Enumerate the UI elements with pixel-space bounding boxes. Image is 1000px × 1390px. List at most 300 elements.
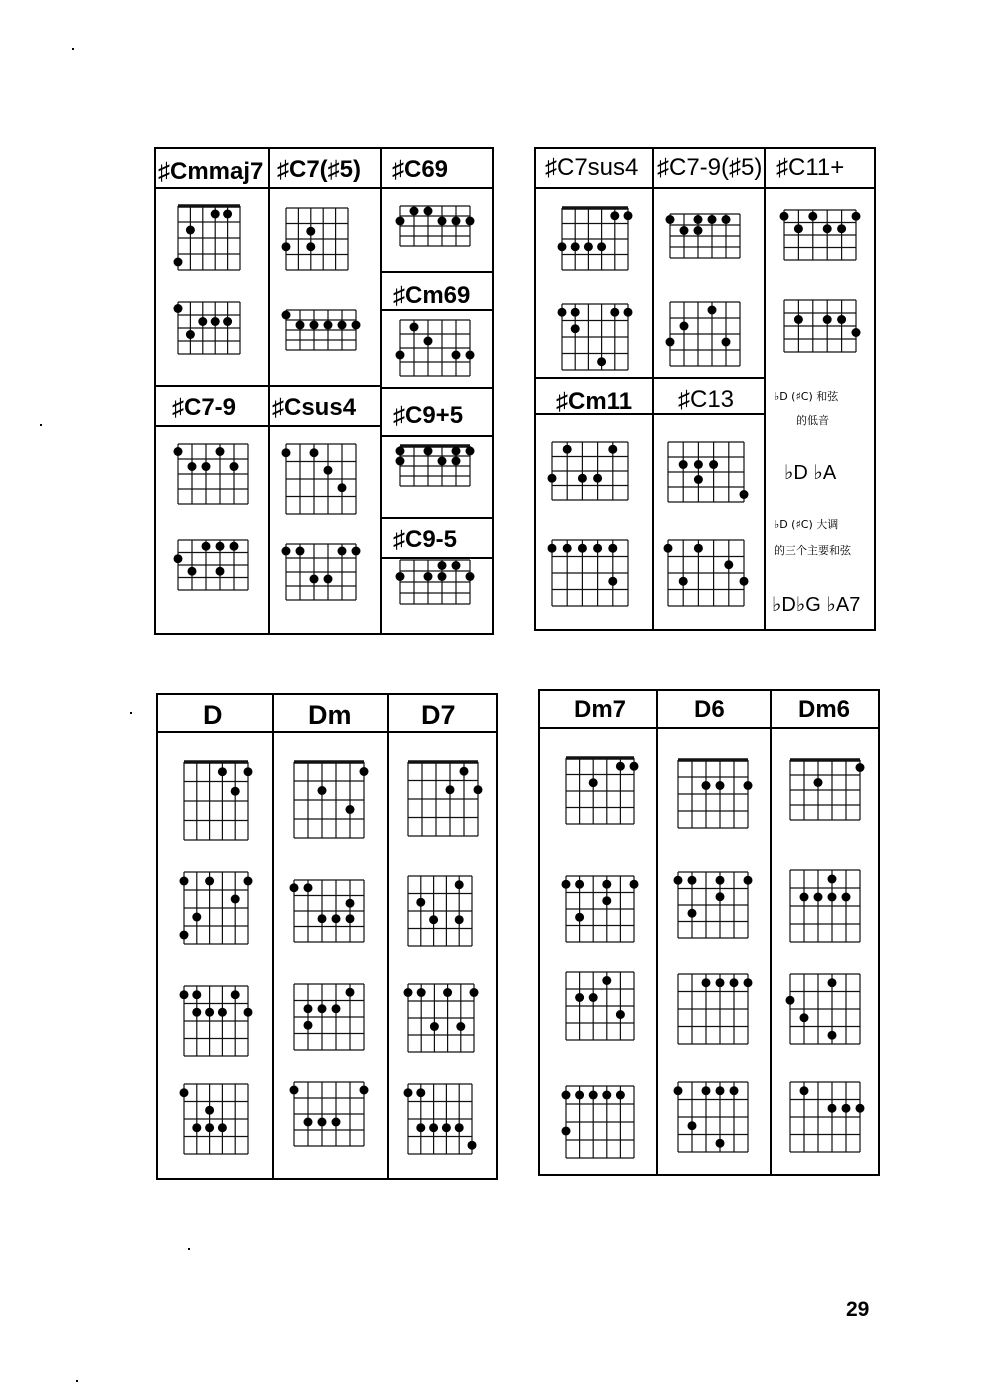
finger-dot — [575, 913, 584, 922]
finger-dot — [589, 993, 598, 1002]
finger-dot — [852, 212, 861, 221]
finger-dot — [456, 1022, 465, 1031]
scan-speck — [130, 712, 132, 714]
finger-dot — [290, 883, 299, 892]
finger-dot — [688, 909, 697, 918]
chord-title: ♯Cm11 — [556, 388, 633, 415]
finger-dot — [814, 893, 823, 902]
finger-dot — [180, 931, 189, 940]
chord-title: ♯C7(♯5) — [277, 156, 362, 183]
finger-dot — [438, 572, 447, 581]
finger-dot — [346, 914, 355, 923]
finger-dot — [722, 338, 731, 347]
fretboard-diagram — [668, 1072, 758, 1162]
fretboard-diagram — [390, 310, 480, 386]
finger-dot — [744, 978, 753, 987]
finger-dot — [694, 460, 703, 469]
finger-dot — [794, 224, 803, 233]
finger-dot — [674, 1086, 683, 1095]
finger-dot — [563, 544, 572, 553]
finger-dot — [602, 880, 611, 889]
finger-dot — [186, 330, 195, 339]
page-number: 29 — [846, 1298, 870, 1321]
finger-dot — [180, 877, 189, 886]
fretboard-diagram — [174, 976, 258, 1066]
fretboard-diagram — [658, 432, 754, 512]
scan-speck — [72, 48, 74, 50]
finger-dot — [180, 990, 189, 999]
finger-dot — [318, 1004, 327, 1013]
finger-dot — [429, 1123, 438, 1132]
finger-dot — [188, 567, 197, 576]
fretboard-diagram — [276, 534, 366, 610]
finger-dot — [624, 211, 633, 220]
fretboard-diagram — [390, 550, 480, 614]
finger-dot — [593, 544, 602, 553]
finger-dot — [211, 317, 220, 326]
finger-dot — [548, 544, 557, 553]
finger-dot — [211, 210, 220, 219]
finger-dot — [410, 207, 419, 216]
finger-dot — [192, 913, 201, 922]
finger-dot — [310, 575, 319, 584]
finger-dot — [192, 1123, 201, 1132]
finger-dot — [205, 1106, 214, 1115]
finger-dot — [584, 242, 593, 251]
finger-dot — [218, 1008, 227, 1017]
finger-dot — [282, 242, 291, 251]
key-chords: ♭D♭G ♭A7 — [772, 594, 861, 616]
chord-title: ♯C7sus4 — [545, 154, 639, 181]
finger-dot — [575, 880, 584, 889]
fretboard-diagram — [774, 200, 866, 270]
finger-dot — [828, 1104, 837, 1113]
finger-dot — [856, 1104, 865, 1113]
finger-dot — [324, 321, 333, 330]
finger-dot — [589, 1091, 598, 1100]
fretboard-diagram — [168, 196, 250, 280]
key-chords-label: 的三个主要和弦 — [774, 544, 851, 557]
finger-dot — [828, 893, 837, 902]
finger-dot — [780, 212, 789, 221]
finger-dot — [410, 323, 419, 332]
finger-dot — [304, 1004, 313, 1013]
finger-dot — [744, 876, 753, 885]
finger-dot — [186, 226, 195, 235]
fretboard-diagram — [398, 974, 484, 1062]
finger-dot — [716, 892, 725, 901]
finger-dot — [828, 978, 837, 987]
finger-dot — [842, 893, 851, 902]
finger-dot — [360, 767, 369, 776]
finger-dot — [223, 317, 232, 326]
finger-dot — [602, 1091, 611, 1100]
finger-dot — [724, 560, 733, 569]
finger-dot — [223, 210, 232, 219]
chord-title: ♯Cm69 — [393, 282, 471, 309]
finger-dot — [205, 1008, 214, 1017]
finger-dot — [424, 337, 433, 346]
finger-dot — [304, 1021, 313, 1030]
fretboard-diagram — [284, 870, 374, 952]
finger-dot — [324, 575, 333, 584]
finger-dot — [318, 1118, 327, 1127]
finger-dot — [602, 896, 611, 905]
fretboard-diagram — [668, 964, 758, 1054]
fretboard-diagram — [276, 198, 358, 280]
finger-dot — [828, 1031, 837, 1040]
finger-dot — [680, 322, 689, 331]
finger-dot — [446, 785, 455, 794]
finger-dot — [230, 542, 239, 551]
chord-title: ♯C7-9 — [172, 394, 237, 421]
fretboard-diagram — [556, 1076, 644, 1168]
finger-dot — [800, 1013, 809, 1022]
fretboard-diagram — [284, 752, 374, 848]
finger-dot — [823, 224, 832, 233]
finger-dot — [616, 1010, 625, 1019]
finger-dot — [702, 781, 711, 790]
finger-dot — [180, 1088, 189, 1097]
finger-dot — [597, 357, 606, 366]
finger-dot — [452, 351, 461, 360]
finger-dot — [708, 215, 717, 224]
finger-dot — [786, 996, 795, 1005]
finger-dot — [571, 242, 580, 251]
finger-dot — [562, 1091, 571, 1100]
finger-dot — [548, 474, 557, 483]
finger-dot — [708, 306, 717, 315]
finger-dot — [346, 899, 355, 908]
finger-dot — [828, 875, 837, 884]
chord-title: Dm6 — [798, 696, 851, 723]
finger-dot — [304, 1118, 313, 1127]
finger-dot — [664, 544, 673, 553]
finger-dot — [404, 988, 413, 997]
finger-dot — [716, 1139, 725, 1148]
finger-dot — [404, 1088, 413, 1097]
finger-dot — [608, 544, 617, 553]
finger-dot — [360, 1086, 369, 1095]
finger-dot — [608, 577, 617, 586]
finger-dot — [231, 895, 240, 904]
finger-dot — [346, 988, 355, 997]
chord-title: D — [203, 700, 223, 730]
finger-dot — [694, 226, 703, 235]
finger-dot — [716, 978, 725, 987]
finger-dot — [808, 212, 817, 221]
finger-dot — [296, 547, 305, 556]
finger-dot — [466, 217, 475, 226]
finger-dot — [455, 1123, 464, 1132]
fretboard-diagram — [398, 1074, 482, 1164]
finger-dot — [679, 577, 688, 586]
finger-dot — [396, 447, 405, 456]
finger-dot — [218, 1123, 227, 1132]
finger-dot — [558, 242, 567, 251]
finger-dot — [318, 786, 327, 795]
finger-dot — [324, 466, 333, 475]
finger-dot — [332, 914, 341, 923]
finger-dot — [352, 547, 361, 556]
fretboard-diagram — [284, 1072, 374, 1156]
finger-dot — [352, 321, 361, 330]
finger-dot — [306, 227, 315, 236]
finger-dot — [694, 215, 703, 224]
fretboard-diagram — [174, 862, 258, 954]
finger-dot — [452, 561, 461, 570]
fretboard-diagram — [780, 1072, 870, 1162]
finger-dot — [192, 990, 201, 999]
finger-dot — [474, 785, 483, 794]
finger-dot — [230, 462, 239, 471]
finger-dot — [616, 1091, 625, 1100]
finger-dot — [282, 547, 291, 556]
finger-dot — [338, 483, 347, 492]
finger-dot — [702, 1086, 711, 1095]
finger-dot — [202, 542, 211, 551]
finger-dot — [396, 351, 405, 360]
finger-dot — [417, 988, 426, 997]
fretboard-diagram — [552, 198, 638, 280]
finger-dot — [680, 226, 689, 235]
finger-dot — [430, 1022, 439, 1031]
finger-dot — [823, 315, 832, 324]
fretboard-diagram — [658, 530, 754, 616]
finger-dot — [593, 474, 602, 483]
finger-dot — [716, 1086, 725, 1095]
chord-title: ♯Csus4 — [272, 394, 357, 421]
bass-note-label: ♭D (♯C) 和弦 — [774, 390, 839, 403]
finger-dot — [282, 448, 291, 457]
finger-dot — [814, 778, 823, 787]
finger-dot — [466, 447, 475, 456]
finger-dot — [244, 877, 253, 886]
bass-notes: ♭D ♭A — [784, 462, 837, 484]
fretboard-diagram — [556, 866, 644, 952]
finger-dot — [630, 880, 639, 889]
finger-dot — [716, 781, 725, 790]
finger-dot — [562, 880, 571, 889]
finger-dot — [338, 321, 347, 330]
finger-dot — [716, 876, 725, 885]
finger-dot — [571, 324, 580, 333]
finger-dot — [589, 778, 598, 787]
finger-dot — [218, 767, 227, 776]
fretboard-diagram — [780, 964, 870, 1054]
fretboard-diagram — [168, 530, 258, 600]
finger-dot — [722, 215, 731, 224]
chord-title: Dm7 — [574, 696, 627, 723]
finger-dot — [730, 978, 739, 987]
fretboard-diagram — [668, 862, 758, 948]
finger-dot — [452, 457, 461, 466]
chord-title: ♯C7-9(♯5) — [657, 154, 763, 181]
finger-dot — [616, 762, 625, 771]
finger-dot — [396, 217, 405, 226]
finger-dot — [282, 311, 291, 320]
finger-dot — [231, 990, 240, 999]
chord-title: ♯C9-5 — [393, 526, 458, 553]
finger-dot — [416, 1088, 425, 1097]
finger-dot — [674, 876, 683, 885]
finger-dot — [244, 1008, 253, 1017]
finger-dot — [837, 224, 846, 233]
finger-dot — [318, 914, 327, 923]
finger-dot — [174, 554, 183, 563]
finger-dot — [837, 315, 846, 324]
finger-dot — [346, 805, 355, 814]
finger-dot — [188, 462, 197, 471]
finger-dot — [694, 475, 703, 484]
fretboard-diagram — [390, 196, 480, 256]
fretboard-diagram — [668, 750, 758, 838]
finger-dot — [563, 445, 572, 454]
finger-dot — [470, 988, 479, 997]
finger-dot — [174, 447, 183, 456]
finger-dot — [666, 215, 675, 224]
finger-dot — [794, 315, 803, 324]
finger-dot — [597, 242, 606, 251]
scan-speck — [188, 1248, 190, 1250]
finger-dot — [296, 321, 305, 330]
finger-dot — [466, 572, 475, 581]
chord-title: ♯Cmmaj7 — [158, 158, 264, 185]
fretboard-diagram — [174, 1074, 258, 1164]
scan-speck — [40, 424, 42, 426]
finger-dot — [578, 474, 587, 483]
chord-title: ♯C9+5 — [393, 402, 464, 429]
fretboard-diagram — [276, 300, 366, 360]
finger-dot — [306, 242, 315, 251]
finger-dot — [740, 490, 749, 499]
finger-dot — [702, 978, 711, 987]
finger-dot — [468, 1141, 477, 1150]
finger-dot — [424, 447, 433, 456]
finger-dot — [624, 308, 633, 317]
fretboard-diagram — [168, 292, 250, 364]
finger-dot — [310, 448, 319, 457]
finger-dot — [562, 1127, 571, 1136]
finger-dot — [396, 572, 405, 581]
finger-dot — [216, 542, 225, 551]
finger-dot — [332, 1118, 341, 1127]
finger-dot — [231, 787, 240, 796]
finger-dot — [730, 1086, 739, 1095]
finger-dot — [688, 1121, 697, 1130]
finger-dot — [452, 447, 461, 456]
fretboard-diagram — [284, 974, 374, 1060]
scan-speck — [76, 1380, 78, 1382]
finger-dot — [856, 763, 865, 772]
fretboard-diagram — [390, 436, 480, 496]
finger-dot — [455, 915, 464, 924]
finger-dot — [558, 308, 567, 317]
finger-dot — [608, 445, 617, 454]
finger-dot — [424, 572, 433, 581]
fretboard-diagram — [660, 204, 750, 268]
finger-dot — [575, 1091, 584, 1100]
finger-dot — [666, 338, 675, 347]
finger-dot — [438, 561, 447, 570]
fretboard-diagram — [398, 866, 482, 956]
finger-dot — [304, 883, 313, 892]
finger-dot — [630, 762, 639, 771]
chord-title: ♯C13 — [678, 386, 735, 413]
finger-dot — [429, 915, 438, 924]
fretboard-diagram — [174, 752, 258, 850]
finger-dot — [416, 1123, 425, 1132]
finger-dot — [338, 547, 347, 556]
finger-dot — [460, 767, 469, 776]
key-chords-label: ♭D (♯C) 大调 — [774, 518, 839, 531]
fretboard-diagram — [780, 860, 870, 952]
finger-dot — [396, 457, 405, 466]
finger-dot — [216, 447, 225, 456]
fretboard-diagram — [542, 530, 638, 616]
fretboard-diagram — [556, 962, 644, 1050]
finger-dot — [174, 304, 183, 313]
chord-title: ♯C11+ — [776, 154, 845, 181]
fretboard-diagram — [552, 294, 638, 380]
finger-dot — [438, 217, 447, 226]
finger-dot — [679, 460, 688, 469]
finger-dot — [744, 781, 753, 790]
finger-dot — [438, 457, 447, 466]
finger-dot — [602, 976, 611, 985]
finger-dot — [842, 1104, 851, 1113]
finger-dot — [578, 544, 587, 553]
finger-dot — [174, 258, 183, 267]
finger-dot — [852, 328, 861, 337]
finger-dot — [709, 460, 718, 469]
fretboard-diagram — [660, 292, 750, 376]
finger-dot — [455, 880, 464, 889]
finger-dot — [442, 1123, 451, 1132]
finger-dot — [192, 1008, 201, 1017]
chord-title: Dm — [308, 700, 352, 730]
fretboard-diagram — [542, 432, 638, 510]
finger-dot — [800, 893, 809, 902]
finger-dot — [610, 308, 619, 317]
fretboard-diagram — [276, 434, 366, 524]
fretboard-diagram — [556, 748, 644, 834]
finger-dot — [575, 993, 584, 1002]
chord-title: D6 — [694, 696, 725, 723]
finger-dot — [244, 767, 253, 776]
fretboard-diagram — [398, 752, 488, 846]
finger-dot — [332, 1004, 341, 1013]
finger-dot — [290, 1086, 299, 1095]
finger-dot — [452, 217, 461, 226]
fretboard-diagram — [168, 434, 258, 514]
finger-dot — [610, 211, 619, 220]
finger-dot — [198, 317, 207, 326]
finger-dot — [416, 898, 425, 907]
finger-dot — [205, 877, 214, 886]
finger-dot — [800, 1086, 809, 1095]
finger-dot — [466, 351, 475, 360]
finger-dot — [310, 321, 319, 330]
chord-title: ♯C69 — [392, 156, 449, 183]
finger-dot — [443, 988, 452, 997]
chord-title: D7 — [421, 700, 456, 730]
finger-dot — [205, 1123, 214, 1132]
fretboard-diagram — [780, 750, 870, 830]
bass-note-label: 的低音 — [796, 414, 829, 427]
finger-dot — [424, 207, 433, 216]
finger-dot — [216, 567, 225, 576]
